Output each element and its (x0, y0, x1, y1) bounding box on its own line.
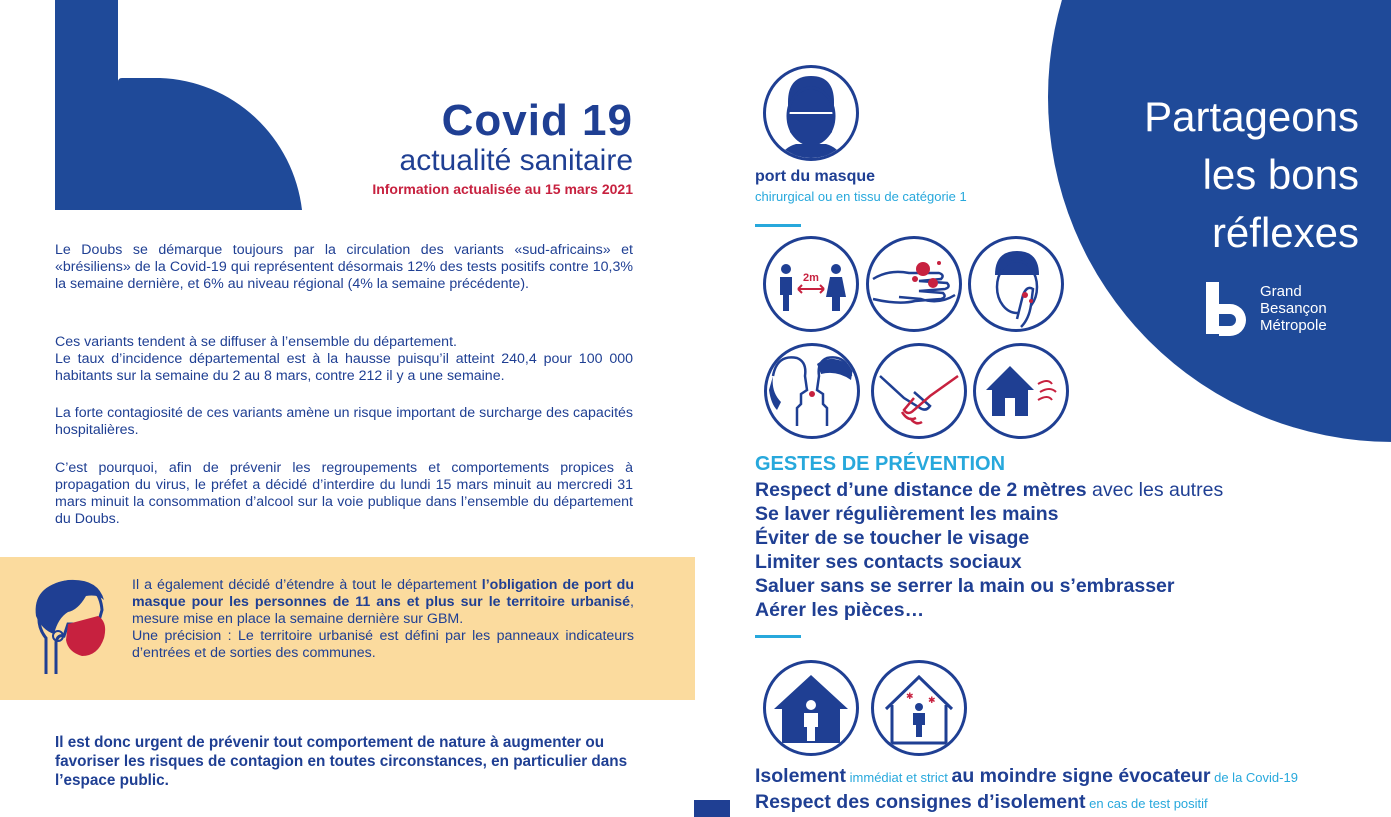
share-line-1: Partageons (1144, 93, 1359, 140)
geste-item (755, 574, 1223, 598)
grand-besancon-logo-icon (1204, 282, 1252, 338)
iso-bold: Respect des consignes d’isolement (755, 791, 1086, 813)
geste-bold: Éviter de se toucher le visage (755, 527, 1030, 549)
isolement-line-2 (755, 790, 1298, 816)
mask-label: port du masque (755, 168, 876, 185)
isolement-line-1 (755, 764, 1298, 790)
paragraph-incidence: Le taux d’incidence départemental est à la hausse puisqu’il atteint 240,4 pour 100 000 habitants sur la semaine du 2 au 8 mars, contre 212 il y a une semaine. (55, 351, 633, 384)
distance-icon (763, 236, 859, 332)
mask-obligation-bold: l’obligation de port du masque pour les personnes de 11 ans et plus sur le territoire urbanisé (132, 577, 634, 610)
iso-small: immédiat et strict (846, 770, 952, 785)
stay-home-icon (763, 660, 859, 756)
svg-text:✱: ✱ (906, 692, 914, 702)
geste-bold: Respect d’une distance de 2 mètres (755, 479, 1087, 501)
geste-light: avec les autres (1086, 479, 1224, 501)
brand-text (1260, 283, 1327, 334)
divider-rule (755, 635, 801, 638)
share-title (1144, 88, 1359, 262)
iso-small: en cas de test positif (1085, 796, 1208, 811)
paragraph-contagiosity: La forte contagiosité de ces variants amène un risque important de surcharge des capacités hospitalières. (55, 405, 633, 438)
wash-hands-icon (866, 236, 962, 332)
face-mask-icon (763, 65, 859, 161)
mask-intro: Il a également décidé d’étendre à tout le département (132, 577, 482, 593)
svg-text:✱: ✱ (928, 696, 936, 706)
mask-rest: , mesure mise en place la semaine dernière sur GBM. (132, 594, 634, 627)
isolement-list (755, 764, 1298, 816)
iso-bold: Isolement (755, 765, 847, 787)
no-handshake-icon (871, 343, 967, 439)
mask-precision: Une précision : Le territoire urbanisé est défini par les panneaux indicateurs d’entrées et de sorties des communes. (132, 628, 634, 661)
paragraph-diffusion (55, 334, 633, 385)
gestes-title: GESTES DE PRÉVENTION (755, 453, 1006, 475)
masked-person-icon (28, 576, 110, 676)
share-line-3: réflexes (1211, 209, 1359, 256)
iso-bold: au moindre signe évocateur (951, 765, 1211, 787)
divider-rule (755, 224, 801, 227)
page-title: Covid 19 (441, 96, 633, 145)
brand-line-1: Grand (1260, 283, 1302, 300)
gestes-list (755, 478, 1223, 622)
geste-item (755, 598, 1223, 622)
update-date: Information actualisée au 15 mars 2021 (372, 181, 633, 197)
ventilate-room-icon (973, 343, 1069, 439)
mask-sublabel: chirurgical ou en tissu de catégorie 1 (755, 189, 967, 204)
geste-item (755, 550, 1223, 574)
paragraph-diffusion-line: Ces variants tendent à se diffuser à l’ensemble du département. (55, 334, 457, 350)
no-kiss-icon (764, 343, 860, 439)
paragraph-variants: Le Doubs se démarque toujours par la circulation des variants «sud-africains» et «brésiliens» de la Covid-19 qui représentent désormais 12% des tests positifs contre 10,3% la semaine dernière, et 6% au niveau régional (4% la semaine précédente). (55, 242, 633, 292)
brand-line-2: Besançon (1260, 300, 1327, 317)
brand-line-3: Métropole (1260, 317, 1327, 334)
share-line-2: les bons (1202, 151, 1359, 198)
page-subtitle: actualité sanitaire (399, 144, 633, 177)
page-marker (694, 800, 730, 817)
distance-label: 2m (803, 272, 819, 284)
geste-bold: Limiter ses contacts sociaux (755, 551, 1022, 573)
title-block (372, 98, 633, 200)
touch-face-icon (968, 236, 1064, 332)
geste-item (755, 526, 1223, 550)
urgent-call: Il est donc urgent de prévenir tout comportement de nature à augmenter ou favoriser les risques de contagion en toutes circonstances, en particulier dans l’espace public. (55, 734, 628, 789)
isolation-house-icon (871, 660, 967, 756)
geste-bold: Se laver régulièrement les mains (755, 503, 1059, 525)
iso-small: de la Covid-19 (1210, 770, 1298, 785)
geste-item (755, 478, 1223, 502)
geste-bold: Aérer les pièces… (755, 599, 925, 621)
geste-bold: Saluer sans se serrer la main ou s’embrasser (755, 575, 1175, 597)
paragraph-alcohol-ban: C’est pourquoi, afin de prévenir les regroupements et comportements propices à propagation du virus, le préfet a décidé d’interdire du lundi 15 mars minuit au mercredi 31 mars minuit la consommation d’alcool sur la voie publique dans l’ensemble du département du Doubs. (55, 460, 633, 527)
geste-item (755, 502, 1223, 526)
b-logo-shape (0, 0, 310, 210)
mask-obligation-text (132, 577, 634, 662)
